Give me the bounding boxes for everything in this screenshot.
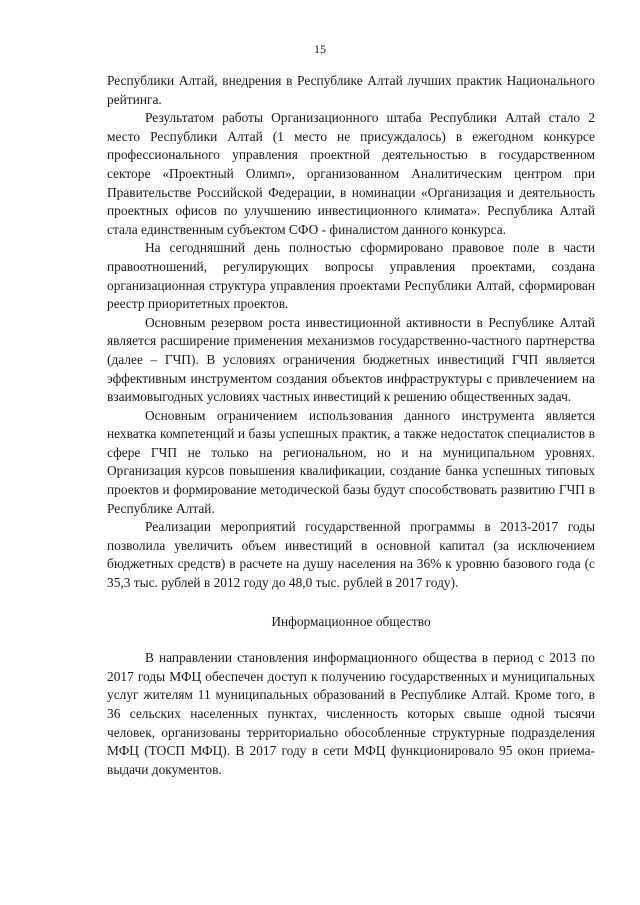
section-heading: Информационное общество [271, 613, 431, 629]
paragraph: Основным резервом роста инвестиционной активности в Республике Алтай является расширение применения механизмов государственно-частного партнерства (далее – ГЧП). В условиях ограничения бюджетных инвестиций ГЧП является эффективным инструментом создания объектов инфраструктуры с привлечением на взаимовыгодных условиях частных инвестиций к решению общественных задач. [107, 314, 595, 405]
paragraph: В направлении становления информационного общества в период с 2013 по 2017 годы МФЦ обеспечен доступ к получению государственных и муниципальных услуг жителям 11 муниципальных образований в Республике Алтай. Кроме того, в 36 сельских населенных пунктах, численность которых свыше одной тысячи человек, организованы территориально обособленные структурные подразделения МФЦ (ТОСП МФЦ). В 2017 году в сети МФЦ функционировало 95 окон приема-выдачи документов. [107, 650, 595, 777]
paragraph: Основным ограничением использования данного инструмента является нехватка компетенций и базы успешных практик, а также недостаток специалистов в сфере ГЧП не только на региональном, но и на муниципальном уровнях. Организация курсов повышения квалификации, создание банка успешных типовых проектов и формирование методической базы будут способствовать развитию ГЧП в Республике Алтай. [107, 407, 595, 516]
paragraphs-before [107, 72, 595, 593]
paragraph: Результатом работы Организационного штаба Республики Алтай стало 2 место Республики Алтай (1 место не присуждалось) в ежегодном конкурсе профессионального управления проектной деятельностью в государственном секторе «Проектный Олимп», организованном Аналитическим центром при Правительстве Российской Федерации, в номинации «Организация и деятельность проектных офисов по улучшению инвестиционного климата». Республика Алтай стала единственным субъектом СФО - финалистом данного конкурса. [107, 110, 595, 237]
paragraphs-after [107, 649, 595, 779]
page-number: 15 [314, 42, 326, 56]
document-body [107, 72, 595, 779]
paragraph: Реализации мероприятий государственной программы в 2013-2017 годы позволила увеличить объем инвестиций в основной капитал (за исключением бюджетных средств) в расчете на душу населения на 36% к уровню базового года (с 35,3 тыс. рублей в 2012 году до 48,0 тыс. рублей в 2017 году). [107, 519, 595, 591]
paragraph: На сегодняшний день полностью сформировано правовое поле в части правоотношений, регулирующих вопросы управления проектами, создана организационная структура управления проектами Республики Алтай, сформирован реестр приоритетных проектов. [107, 240, 595, 312]
paragraph: Республики Алтай, внедрения в Республике Алтай лучших практик Национального рейтинга. [107, 73, 595, 107]
